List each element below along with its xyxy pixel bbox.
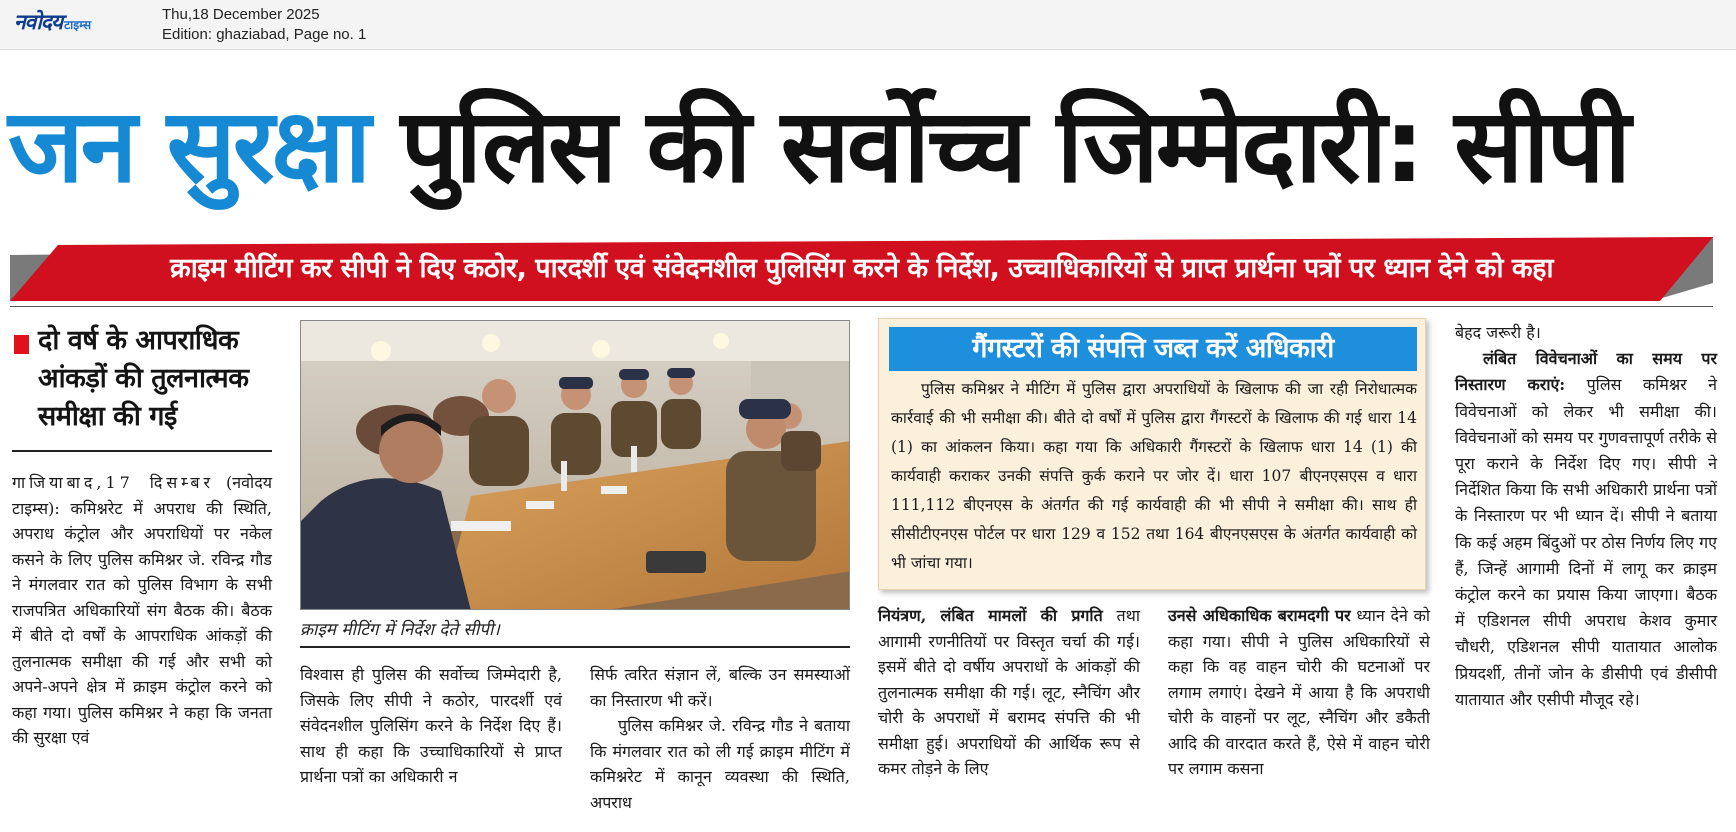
divider: [300, 646, 850, 648]
photo-caption: क्राइम मीटिंग में निर्देश देते सीपी।: [300, 620, 500, 640]
paragraph: पुलिस कमिश्नर जे. रविन्द्र गौड ने बताया कि मंगलवार रात को ली गई क्राइम मीटिंग में कमिश्नरेट में कानून व्यवस्था की स्थिति, अपराध: [590, 716, 850, 812]
side-story-body: [12, 470, 272, 751]
publish-date: Thu,18 December 2025: [162, 6, 320, 23]
bottom-column-1: [878, 603, 1140, 782]
boxed-story-body: पुलिस कमिश्नर ने मीटिंग में पुलिस द्वारा अपराधियों के खिलाफ की जा रही निरोधात्मक कार्रवाई की भी समीक्षा की। बीते दो वर्षों में पुलिस द्वारा गैंगस्टरों के खिलाफ की गई धारा 14 (1) का आंकलन किया। कहा गया कि अधिकारी गैंगस्टरों के खिलाफ धारा 14 (1) की कार्यवाही कराकर उनकी संपत्ति कुर्क कराने पर जोर दें। धारा 107 बीएनएसएस व धारा 111,112 बीएनएस के अंतर्गत की गई कार्यवाही की भी सीपी ने समीक्षा की। साथ ही सीसीटीएनएस पोर्टल पर धारा 129 व 152 तथा 164 बीएनएसएस के अंतर्गत कार्यवाही को भी जांचा गया।: [891, 380, 1417, 572]
logo-sub: टाइम्स: [64, 18, 92, 32]
divider: [12, 450, 272, 452]
side-story-text: (नवोदय टाइम्स): कमिश्नरेट में अपराध की स्थिति, अपराध कंट्रोल और अपराधियों पर नकेल कसने के लिए पुलिस कमिश्नर जे. रविन्द्र गौड ने मंगलवार रात को पुलिस विभाग के सभी राजपत्रित अधिकारियों संग बैठक की। बैठक में बीते दो वर्षों के आपराधिक आंकड़ों की तुलनात्मक समीक्षा की गई और सभी को अपने-अपने क्षेत्र में क्राइम कंट्रोल करने को कहा गया। पुलिस कमिश्नर ने कहा कि जनता की सुरक्षा एवं: [12, 473, 272, 747]
side-story-title: दो वर्ष के आपराधिक आंकड़ों की तुलनात्मक समीक्षा की गई: [38, 325, 249, 432]
boxed-story: [878, 318, 1426, 590]
masthead-bar: [0, 0, 1736, 50]
meeting-photo: [300, 320, 850, 610]
side-story-heading: [12, 322, 272, 436]
logo-main: नवोदय: [14, 10, 63, 34]
subhead-text: क्राइम मीटिंग कर सीपी ने दिए कठोर, पारदर्शी एवं संवेदनशील पुलिसिंग करने के निर्देश, उच्चाधिकारियों से प्राप्त प्रार्थना पत्रों पर ध्यान देने को कहा: [170, 253, 1553, 284]
paragraph: सिर्फ त्वरित संज्ञान लें, बल्कि उन समस्याओं का निस्तारण भी करें।: [590, 665, 850, 710]
edition-page: Edition: ghaziabad, Page no. 1: [162, 26, 367, 43]
paragraph-text: पुलिस कमिश्नर ने विवेचनाओं को लेकर भी समीक्षा की। विवेचनाओं को समय पर गुणवत्तापूर्ण तरीके से पूरा कराने के निर्देश दिए गए। सीपी ने निर्देशित किया कि सभी अधिकारी प्रार्थना पत्रों के निस्तारण पर भी ध्यान दें। सीपी ने बताया कि कई अहम बिंदुओं पर ठोस निर्णय लिए गए हैं, जिन्हें आगामी दिनों में लागू कर क्राइम कंट्रोल करने का प्रयास किया जाएगा। बैठक में एडिशनल सीपी अपराध केशव कुमार चौधरी, एडिशनल सीपी यातायात आलोक प्रियदर्शी, तीनों जोन के डीसीपी एवं डीसीपी यातायात और एसीपी मौजूद रहे।: [1455, 375, 1717, 709]
side-story-title-wrap: [12, 322, 272, 436]
paragraph: ध्यान देने को कहा गया। सीपी ने पुलिस अधिकारियों से कहा कि वह वाहन चोरी की घटनाओं पर लगाम लगाएं। देखने में आया है कि अपराधी चोरी के वाहनों पर लूट, स्नैचिंग और डकैती आदि की वारदात करते हैं, ऐसे में वाहन चोरी पर लगाम कसना: [1168, 606, 1430, 778]
lead-phrase: उनसे अधिकाधिक बरामदगी पर: [1168, 606, 1351, 625]
boxed-story-title: गैंगस्टरों की संपत्ति जब्त करें अधिकारी: [889, 327, 1417, 371]
main-headline: [8, 72, 1728, 222]
lead-phrase: नियंत्रण, लंबित मामलों की प्रगति: [878, 606, 1103, 625]
edition-info: [162, 5, 366, 45]
middle-column-2: [590, 662, 850, 815]
headline-blue-part: जन सुरक्षा: [8, 87, 369, 206]
meeting-photo-image: [301, 321, 850, 610]
headline-black-part: पुलिस की सर्वोच्च जिम्मेदारी: सीपी: [400, 87, 1628, 206]
bullet-square-icon: [14, 335, 29, 354]
paragraph: बेहद जरूरी है।: [1455, 323, 1541, 342]
newspaper-logo[interactable]: [14, 8, 91, 34]
dateline: गाजियाबाद,17 दिसम्बर: [12, 473, 215, 492]
subhead-banner: [10, 237, 1713, 301]
right-column: [1455, 320, 1717, 713]
middle-column-1: विश्वास ही पुलिस की सर्वोच्च जिम्मेदारी है, जिसके लिए सीपी ने कठोर, पारदर्शी एवं संवेदनशील पुलिसिंग करने के निर्देश दिए हैं। साथ ही कहा कि उच्चाधिकारियों से प्राप्त प्रार्थना पत्रों का अधिकारी न: [300, 665, 562, 786]
divider: [10, 306, 1713, 307]
bottom-column-2: [1168, 603, 1430, 782]
subsection-heading: लंबित विवेचनाओं का समय पर निस्तारण कराएं:: [1455, 349, 1717, 395]
paragraph: [1455, 346, 1717, 713]
paragraph: तथा आगामी रणनीतियों पर विस्तृत चर्चा की गई। इसमें बीते दो वर्षीय अपराधों के आंकड़ों की तुलनात्मक समीक्षा की गई। लूट, स्नैचिंग और चोरी के अपराधों में बरामद संपत्ति की भी समीक्षा हुई। अपराधियों की आर्थिक रूप से कमर तोड़ने के लिए: [878, 606, 1140, 778]
